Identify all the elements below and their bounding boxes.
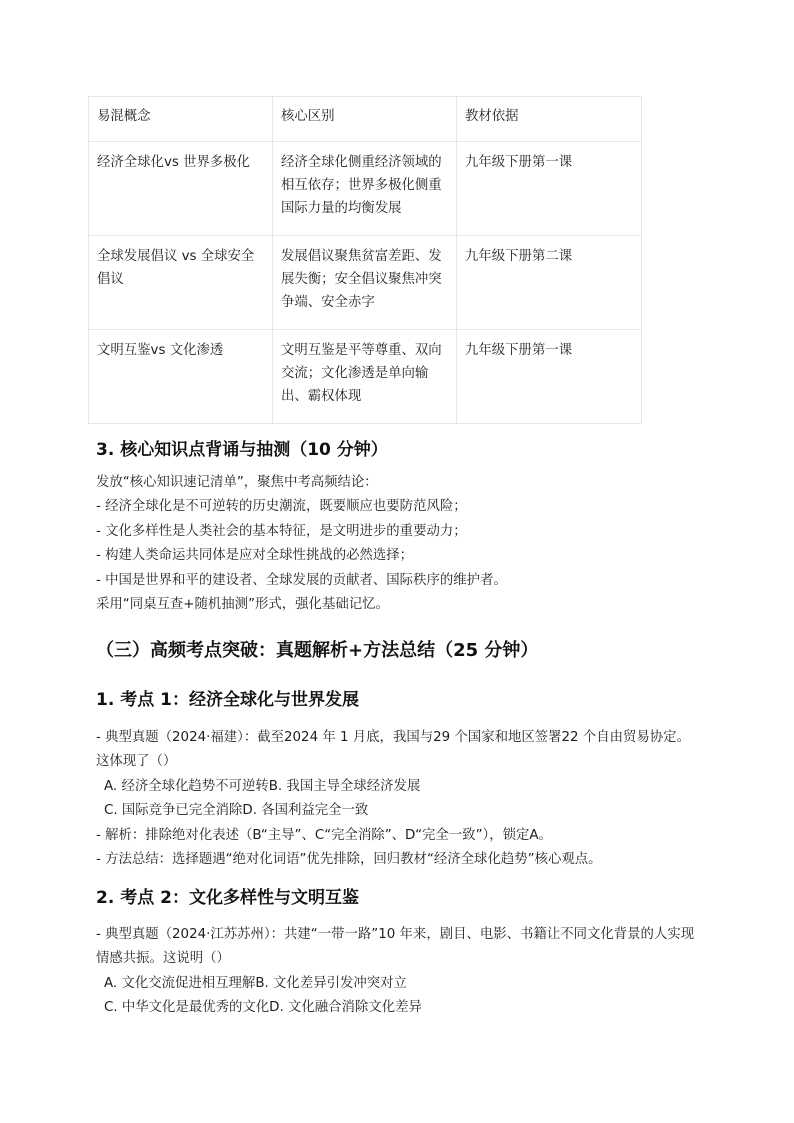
table-cell-difference: 经济全球化侧重经济领域的相互依存；世界多极化侧重国际力量的均衡发展 bbox=[273, 142, 457, 236]
point-2-question: - 典型真题（2024·江苏苏州）：共建“一带一路”10 年来，剧目、电影、书籍让不同文化背景的人实现情感共振。这说明（） bbox=[96, 927, 695, 967]
point-2-options-row-2: C. 中华文化是最优秀的文化D. 文化融合消除文化差异 bbox=[104, 1000, 422, 1016]
table-cell-textbook: 九年级下册第一课 bbox=[457, 142, 642, 236]
concept-comparison-table bbox=[88, 96, 642, 424]
point-1-method: - 方法总结：选择题遇“绝对化词语”优先排除，回归教材“经济全球化趋势”核心观点。 bbox=[96, 852, 602, 868]
point-1-options-row-1: A. 经济全球化趋势不可逆转B. 我国主导全球经济发展 bbox=[104, 778, 421, 794]
table-header-cell: 核心区别 bbox=[273, 97, 457, 142]
point-2-options-row-1: A. 文化交流促进相互理解B. 文化差异引发冲突对立 bbox=[104, 975, 407, 991]
table-header-cell: 教材依据 bbox=[457, 97, 642, 142]
point-1-analysis: - 解析：排除绝对化表述（B“主导”、C“完全消除”、D“完全一致”），锁定A。 bbox=[96, 827, 552, 843]
point-1-body bbox=[96, 726, 698, 872]
table-cell-textbook: 九年级下册第二课 bbox=[457, 236, 642, 330]
section-3-body bbox=[96, 471, 698, 617]
table-cell-concept: 经济全球化vs 世界多极化 bbox=[89, 142, 273, 236]
table-header-cell: 易混概念 bbox=[89, 97, 273, 142]
point-1-question: - 典型真题（2024·福建）：截至2024 年 1 月底，我国与29 个国家和地区签署22 个自由贸易协定。这体现了（） bbox=[96, 730, 690, 770]
point-2-body bbox=[96, 923, 698, 1021]
table-cell-concept: 文明互鉴vs 文化渗透 bbox=[89, 330, 273, 424]
list-item: - 经济全球化是不可逆转的历史潮流，既要顺应也要防范风险； bbox=[96, 499, 467, 515]
point-2-heading: 2. 考点 2：文化多样性与文明互鉴 bbox=[96, 888, 359, 908]
point-1-options-row-2: C. 国际竞争已完全消除D. 各国利益完全一致 bbox=[104, 803, 369, 819]
table-cell-concept: 全球发展倡议 vs 全球安全倡议 bbox=[89, 236, 273, 330]
section-3-heading: 3. 核心知识点背诵与抽测（10 分钟） bbox=[96, 440, 388, 460]
table-header-row bbox=[89, 97, 642, 142]
section-3-intro: 发放“核心知识速记清单”，聚焦中考高频结论： bbox=[96, 475, 378, 490]
table-row bbox=[89, 236, 642, 330]
table-cell-difference: 发展倡议聚焦贫富差距、发展失衡；安全倡议聚焦冲突争端、安全赤字 bbox=[273, 236, 457, 330]
list-item: - 中国是世界和平的建设者、全球发展的贡献者、国际秩序的维护者。 bbox=[96, 572, 507, 588]
point-1-heading: 1. 考点 1：经济全球化与世界发展 bbox=[96, 690, 359, 710]
table-row bbox=[89, 330, 642, 424]
part-3-heading: （三）高频考点突破：真题解析+方法总结（25 分钟） bbox=[96, 640, 539, 661]
list-item: - 构建人类命运共同体是应对全球性挑战的必然选择； bbox=[96, 548, 414, 564]
table-cell-difference: 文明互鉴是平等尊重、双向交流；文化渗透是单向输出、霸权体现 bbox=[273, 330, 457, 424]
list-item: - 文化多样性是人类社会的基本特征，是文明进步的重要动力； bbox=[96, 523, 467, 539]
table-row bbox=[89, 142, 642, 236]
section-3-outro: 采用“同桌互查+随机抽测”形式，强化基础记忆。 bbox=[96, 597, 389, 613]
table-cell-textbook: 九年级下册第一课 bbox=[457, 330, 642, 424]
